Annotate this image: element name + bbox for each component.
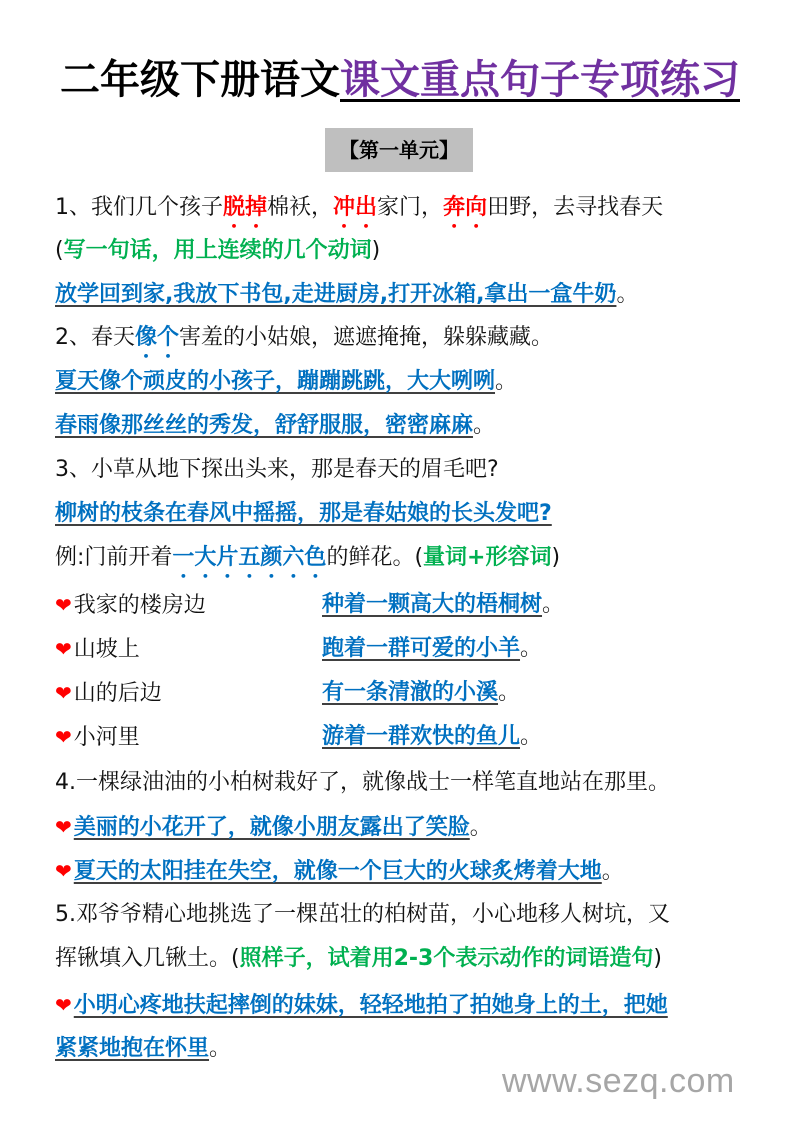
question-3: 3、小草从地下探出头来，那是春天的眉毛吧? (55, 457, 499, 482)
answer-text: 柳树的枝条在春风中摇摇，那是春姑娘的长头发吧? (55, 501, 552, 526)
paren: ( (55, 238, 64, 263)
answer-text: 夏天像个顽皮的小孩子，蹦蹦跳跳，大大咧咧 (55, 369, 496, 394)
pair-left: 我家的楼房边 (73, 593, 206, 618)
verb-emphasis: 脱掉 (223, 195, 268, 220)
answer-text: 美丽的小花开了，就像小朋友露出了笑脸 (73, 815, 470, 840)
simile-emphasis: 像个 (135, 325, 180, 350)
answer-text: 春雨像那丝丝的秀发，舒舒服服，密密麻麻 (55, 413, 474, 438)
answer-text: 小明心疼地扶起摔倒的妹妹，轻轻地拍了拍她身上的土，把她 (73, 993, 668, 1018)
page-title (0, 52, 800, 108)
paren: ) (653, 946, 662, 971)
example-emphasis: 一大片五颜六色 (172, 545, 327, 570)
q1-answer (55, 280, 638, 310)
q2-answer-1 (55, 367, 517, 397)
verb-emphasis: 奔向 (443, 195, 488, 220)
heart-icon: ❤ (55, 859, 72, 883)
title-purple-part: 课文重点句子专项练习 (340, 57, 740, 103)
q3-pair-3-right (322, 678, 520, 708)
q1-instruction (55, 236, 380, 266)
q3-example (55, 543, 560, 583)
q3-pair-3 (55, 678, 162, 709)
instruction-text: 照样子，试着用2-3个表示动作的词语造句 (239, 946, 654, 971)
instruction-text: 量词+形容词 (423, 545, 552, 570)
q1-text: 家门， (377, 195, 444, 220)
heart-icon: ❤ (55, 993, 72, 1017)
answer-text: 跑着一群可爱的小羊 (322, 636, 521, 661)
pair-left: 山坡上 (73, 637, 140, 662)
q3-pair-4 (55, 722, 140, 753)
pair-left: 小河里 (73, 725, 140, 750)
period: 。 (498, 680, 521, 705)
period: 。 (473, 413, 496, 438)
question-5-line-2 (55, 944, 662, 974)
answer-text: 夏天的太阳挂在失空，就像一个巨大的火球炙烤着大地 (73, 859, 602, 884)
answer-text: 紧紧地抱在怀里 (55, 1036, 210, 1061)
heart-icon: ❤ (55, 593, 72, 617)
answer-text: 放学回到家,我放下书包,走进厨房,打开冰箱,拿出一盒牛奶 (55, 282, 617, 307)
pair-left: 山的后边 (73, 681, 162, 706)
q3-pair-1 (55, 590, 206, 621)
example-text: 的鲜花。( (326, 545, 424, 570)
answer-text: 游着一群欢快的鱼儿 (322, 724, 521, 749)
q3-pair-1-right (322, 590, 564, 620)
question-4: 4.一棵绿油油的小柏树栽好了，就像战士一样笔直地站在那里。 (55, 770, 670, 795)
instruction-text: 写一句话，用上连续的几个动词 (63, 238, 372, 263)
answer-text: 种着一颗高大的梧桐树 (322, 592, 543, 617)
q5-text: 挥锹填入几锹土。( (55, 946, 240, 971)
q5-answer-line-2 (55, 1034, 231, 1064)
q3-pair-2-right (322, 634, 542, 664)
period: 。 (520, 636, 543, 661)
question-2 (55, 323, 553, 363)
watermark: www.sezq.com (502, 1062, 735, 1100)
period: 。 (469, 815, 492, 840)
period: 。 (209, 1036, 232, 1061)
period: 。 (520, 724, 543, 749)
q3-answer (55, 499, 552, 529)
period: 。 (495, 369, 518, 394)
period: 。 (601, 859, 624, 884)
verb-emphasis: 冲出 (333, 195, 378, 220)
q4-answer-2 (55, 856, 624, 887)
heart-icon: ❤ (55, 725, 72, 749)
title-black-part: 二年级下册语文 (60, 57, 340, 103)
heart-icon: ❤ (55, 815, 72, 839)
q2-text: 2、春天 (55, 325, 135, 350)
q1-text: 田野，去寻找春天 (487, 195, 664, 220)
heart-icon: ❤ (55, 681, 72, 705)
paren: ) (551, 545, 561, 570)
unit-badge: 【第一单元】 (325, 128, 473, 172)
q3-pair-2 (55, 634, 140, 665)
answer-text: 有一条清澈的小溪 (322, 680, 499, 705)
period: 。 (542, 592, 565, 617)
q1-text: 棉袄， (267, 195, 334, 220)
q5-answer-line-1 (55, 990, 668, 1021)
q2-text: 害羞的小姑娘，遮遮掩掩，躲躲藏藏。 (179, 325, 554, 350)
period: 。 (616, 282, 639, 307)
q2-answer-2 (55, 411, 495, 441)
q1-text: 1、我们几个孩子 (55, 195, 223, 220)
example-text: 例:门前开着 (55, 545, 173, 570)
q4-answer-1 (55, 812, 492, 843)
question-5-line-1: 5.邓爷爷精心地挑选了一棵茁壮的柏树苗，小心地移人树坑，又 (55, 902, 670, 927)
paren: ) (371, 238, 381, 263)
question-1 (55, 193, 663, 233)
heart-icon: ❤ (55, 637, 72, 661)
q3-pair-4-right (322, 722, 542, 752)
